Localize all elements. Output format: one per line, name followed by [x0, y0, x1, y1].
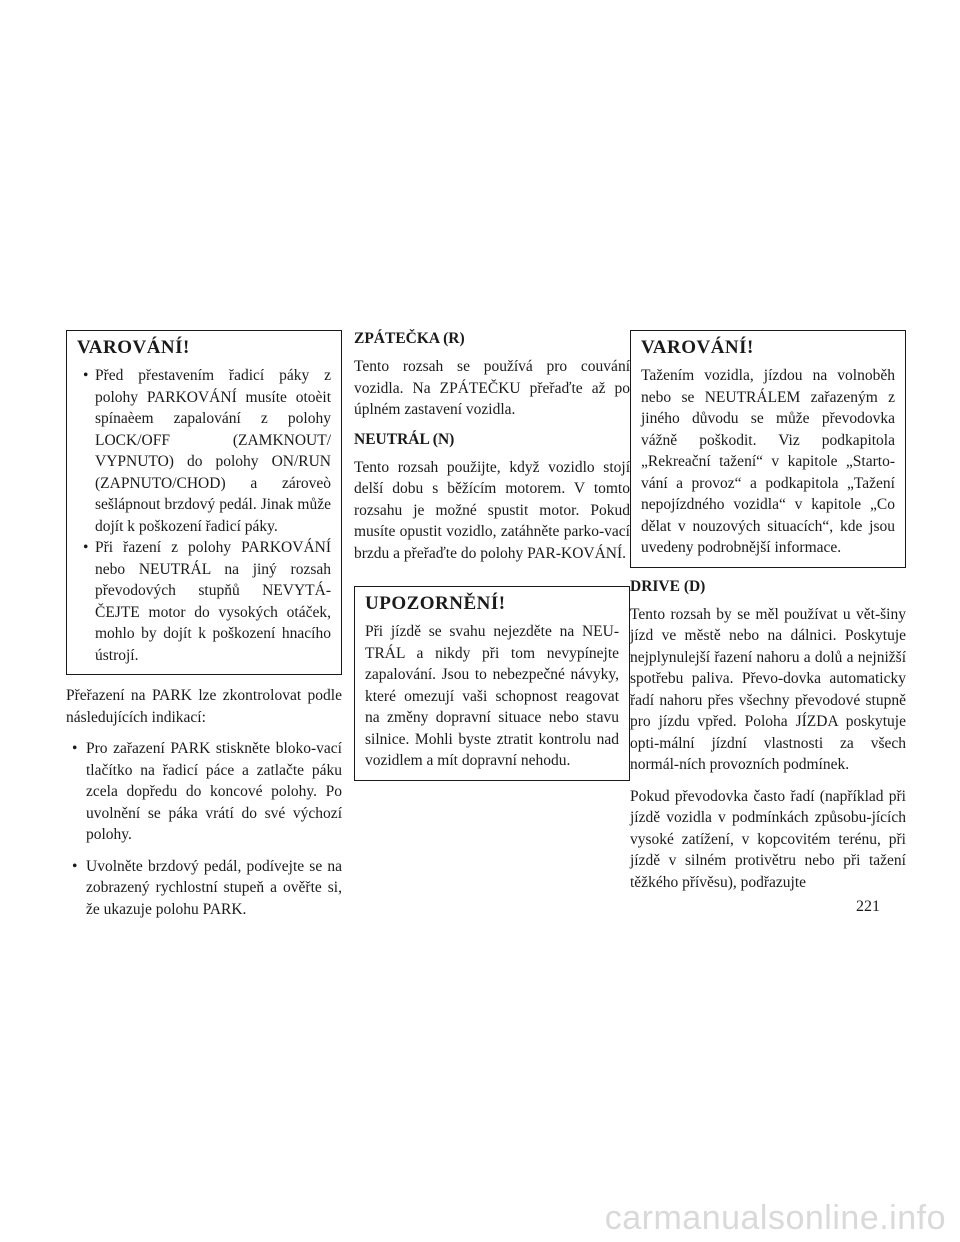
- column-right: [630, 330, 906, 903]
- list-item: • Uvolněte brzdový pedál, podívejte se na zobrazený rychlostní stupeň a ověřte si, že ukazuje polohu PARK.: [66, 856, 342, 921]
- warning-text: Tažením vozidla, jízdou na volnoběh nebo se NEUTRÁLEM zařazeným z jiného důvodu se může převodovka vážně poškodit. Viz podkapitola „Rekreační tažení“ v kapitole „Starto-vání a provoz“ a podkapitola „Tažení nepojízdného vozidla“ v kapitole „Co dělat v nouzových situacích“, kde jsou uvedeny podrobnější informace.: [641, 367, 895, 556]
- column-left: [66, 330, 342, 930]
- watermark: carmanualsonline.info: [604, 1199, 946, 1237]
- warning-item: • Před přestavením řadicí páky z polohy PARKOVÁNÍ musíte otoèit spínaèem zapalování z polohy LOCK/OFF (ZAMKNOUT/ VYPNUTO) do polohy ON/RUN (ZAPNUTO/CHOD) a zároveò sešlápnout brzdový pedál. Jinak může dojít k poškození řadicí páky.: [77, 365, 331, 537]
- drive-text-continued: Pokud převodovka často řadí (například při jízdě vozidla v podmínkách způsobu-jících vysoké zatížení, v kopcovitém terénu, při jízdě v silném protivětru nebo při tažení těžkého přívěsu), podřazujte: [630, 787, 906, 891]
- neutral-heading: NEUTRÁL (N): [354, 430, 455, 448]
- warning-title: VAROVÁNÍ!: [77, 337, 190, 358]
- drive-heading: DRIVE (D): [630, 577, 706, 595]
- neutral-text: Tento rozsah použijte, když vozidlo stojí delší dobu s běžícím motorem. V tomto rozsahu je možné spustit motor. Pokud musíte opustit vozidlo, zatáhněte parko-vací brzdu a přeřaďte do polohy PAR-KOVÁNÍ.: [354, 458, 630, 562]
- warning-title: VAROVÁNÍ!: [641, 337, 754, 358]
- warning-box: [66, 330, 342, 675]
- caution-text: Při jízdě se svahu nejezděte na NEU-TRÁL a nikdy při tom nevypínejte zapalování. Jsou to nebezpečné návyky, které omezují vaši schopnost reagovat na změny dopravní situace nebo stavu silnice. Mohli byste ztratit kontrolu nad vozidlem a mít dopravní nehodu.: [365, 623, 619, 769]
- caution-title: UPOZORNĚNÍ!: [365, 593, 506, 614]
- warning-list: [77, 365, 331, 666]
- column-middle: [354, 330, 630, 781]
- reverse-text: Tento rozsah se používá pro couvání vozidla. Na ZPÁTEČKU přeřaďte až po úplném zastavení vozidla.: [354, 358, 630, 418]
- park-check-intro: Přeřazení na PARK lze zkontrolovat podle následujících indikací:: [66, 687, 342, 726]
- reverse-heading: ZPÁTEČKA (R): [354, 330, 465, 347]
- caution-box: [354, 586, 630, 781]
- drive-text: Tento rozsah by se měl používat u vět-šiny jízd ve městě nebo na dálnici. Poskytuje nejplynulejší řazení nahoru a dolů a nejnižší spotřebu paliva. Převo-dovka automaticky řadí nahoru přes všechny převodové stupně pro jízdu vpřed. Poloha JÍZDA poskytuje opti-mální jízdní vlastnosti za všech normál-ních provozních podmínek.: [630, 605, 906, 773]
- warning-item: • Při řazení z polohy PARKOVÁNÍ nebo NEUTRÁL na jiný rozsah převodových stupňů NEVYTÁ-ČEJTE motor do vysokých otáček, mohlo by dojít k poškození hnacího ústrojí.: [77, 537, 331, 666]
- list-item: • Pro zařazení PARK stiskněte bloko-vací tlačítko na řadicí páce a zatlačte páku zcela dopředu do koncové polohy. Po uvolnění se páka vrátí do své výchozí polohy.: [66, 738, 342, 846]
- page-number: 221: [856, 898, 880, 915]
- park-check-list: [66, 738, 342, 920]
- warning-box: [630, 330, 906, 568]
